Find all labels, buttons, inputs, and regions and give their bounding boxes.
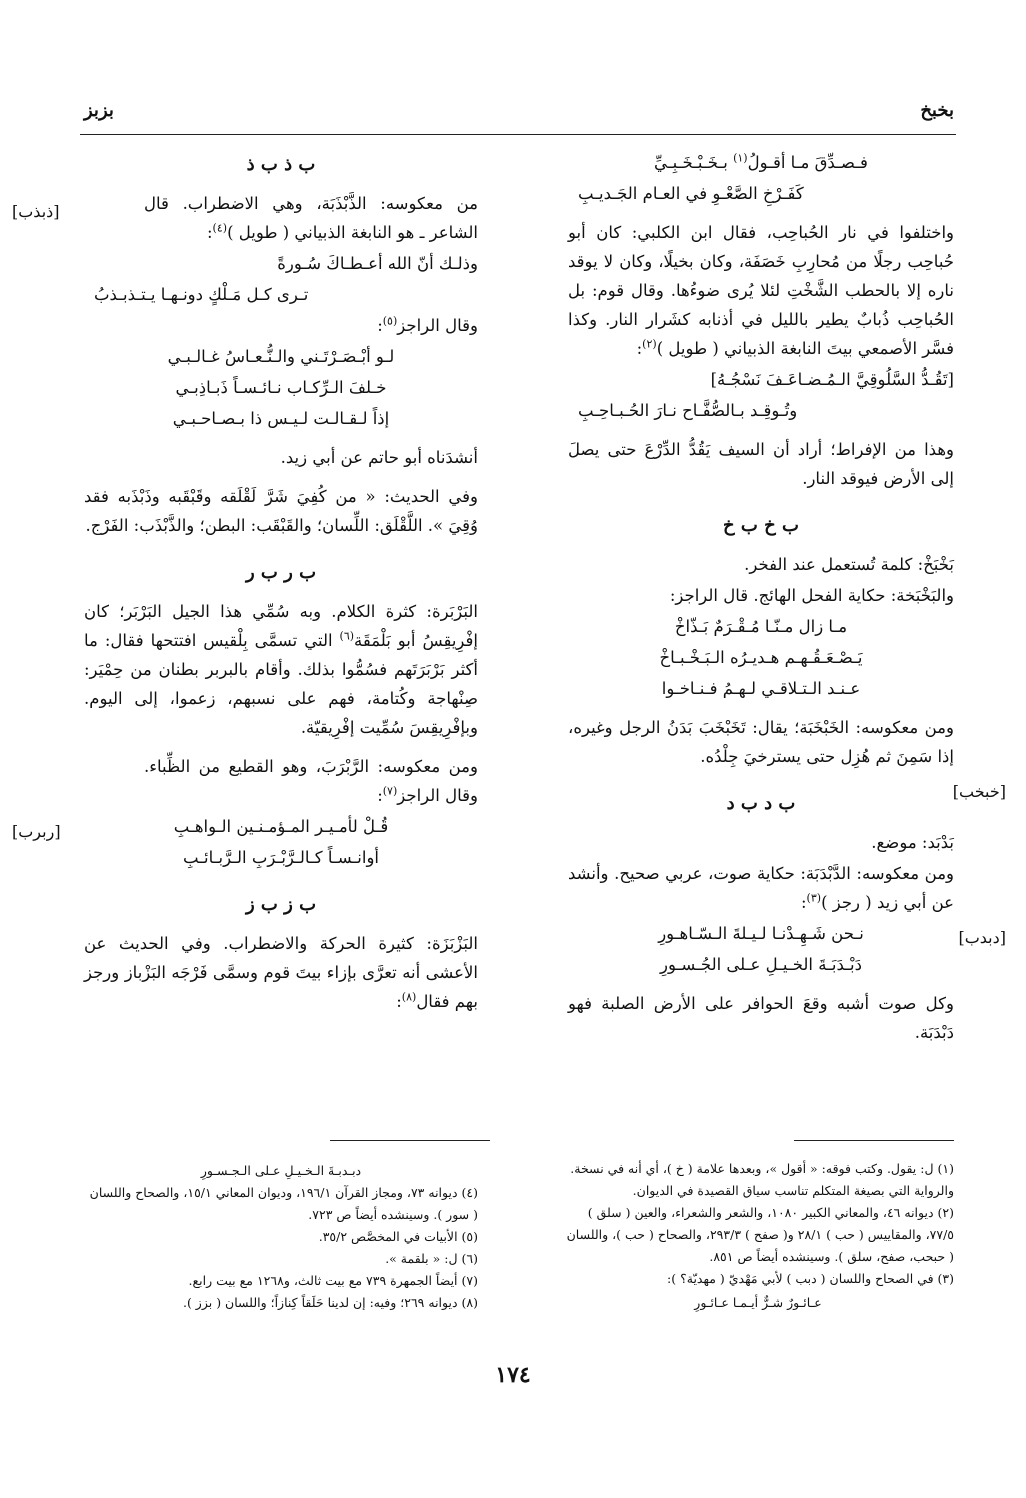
footnote: (٦) ل: « بلقمة ». [385, 1251, 478, 1266]
footnote-verse: دبـدبـةَ الـخـيـلِ عـلى الـجـسـورِ [200, 1163, 362, 1178]
verse-line: أوانـسـاً كـالـرَّبْـرَبِ الـرَّبـائـبِ [182, 848, 379, 867]
entry-heading: ب ذ ب ذ [246, 154, 316, 175]
verse-line: وذلـك أنّ الله أعـطـاكَ سُـورةً [277, 254, 478, 273]
footnote-ref: (٣) [806, 891, 822, 905]
footnotes-left [84, 1158, 478, 1314]
paragraph: وفي الحديث: « من كُفِيَ شَرَّ لَقْلَقه وقَبْقَبه وذَبْذَبه فقد وُقِيَ ». اللَّقْلَق: اللِّسان؛ والقَبْقَب: البطن؛ والذَّبْذَب: الفَرْج. [84, 487, 478, 535]
verse-line: [تَقُـدُّ السَّلُوقِيَّ الـمُـضـاعَـفَ نَسْجُـهُ] [710, 370, 954, 389]
verse-line: كَفَـرْخِ الصَّعْـوِ في العـام الجَـديـبِ [578, 184, 804, 203]
footnote: (١) ل: يقول. وكتب فوقه: « أقول »، وبعدها علامة ( خ )، أي أنه في نسخة. والرواية التي بصيغة المتكلم تناسب سياق القصيدة في الديوان. [570, 1161, 954, 1198]
right-column [568, 146, 954, 1049]
footnote-rule [330, 1140, 490, 1141]
footnote: (٤) ديوانه ٧٣، ومجاز القرآن ١٩٦/١، وديوان المعاني ١٥/١، والصحاح واللسان ( سور ). وسينشده أيضاً ص ٧٢٣. [89, 1185, 478, 1222]
root-sidenote: [ربرب] [12, 822, 61, 841]
footnotes-right [562, 1158, 954, 1314]
verse-line: عـنـد الـتـلاقـي لـهـمُ فـنـاخـوا [661, 679, 861, 698]
root-sidenote: [خبخب] [952, 782, 1006, 801]
paragraph: البَرْبَرة: كثرة الكلام. وبه سُمِّي هذا الجيل البَرْبَر؛ كان إفْرِيقِسُ أبو بَلْمَقَة$^{(٦)}$ التي تسمَّى بِلْقيس افتتحها فقال: ما أكثر بَرْبَرَتَهم فسُمُّوا بذلك. وأقام بالبربر بطنان من حِمْيَر: صِنْهاجة وكُتامة، فهم على نسبهم، زعموا، إلى اليوم. وبإفْرِيقِسَ سُمِّيت إفْرِيقيّة. [84, 602, 478, 737]
paragraph: البَزْبَزَة: كثيرة الحركة والاضطراب. وفي الحديث عن الأعشى أنه تعرَّى بإزاء بيتَ قوم وسمَّى فَرْجَه البَزْباز ورجز بهم فقال$^{(٨)}$: [84, 934, 478, 1011]
entry-heading: ب ز ب ز [245, 894, 317, 915]
paragraph: وكل صوت أشبه وقعَ الحوافر على الأرض الصلبة فهو دَبْدَبَة. [568, 994, 954, 1042]
definition: بَدْبَد: موضع. [871, 833, 954, 852]
verse-line: قُـلْ لأمـيـر المـؤمـنـين الـواهـبِ [173, 817, 389, 836]
left-column [84, 146, 478, 1018]
footnote: (٥) الأبيات في المخصَّص ٣٥/٢. [318, 1229, 478, 1244]
footnote-ref: (٥) [382, 314, 398, 328]
page-number: ١٧٤ [495, 1362, 531, 1388]
verse-line: لـو أبْـصَـرْتَـني والـنُّـعـاسُ غـالـبـي [167, 347, 395, 366]
footnote: (٢) ديوانه ٤٦، والمعاني الكبير ١٠٨٠، والشعر والشعراء، والعين ( سلق ) ٧٧/٥، والمقاييس ( حب ) ٢٨/١ و( صفح ) ٢٩٣/٣، والصحاح ( حب )، واللسان ( حبحب، صفح، سلق ). وسينشده أيضاً ص ٨٥١. [566, 1205, 954, 1264]
footnote-ref: (٤) [212, 221, 228, 235]
footnote-ref: (١) [733, 151, 748, 165]
verse-line: فـصـدِّقَ مـا أقـولُ$^{(١)}$ بـخَـبْـخَـبِـيِّ [654, 151, 868, 172]
paragraph: ومن معكوسه: الخَبْخَبَة؛ يقال: تَخَبْخَبَ بَدَنُ الرجل وغيره، إذا سَمِنَ ثم هُزِل حتى يسترخيَ جِلْدُه. [568, 718, 954, 766]
running-head-left: بزبز [84, 100, 114, 121]
footnote: (٧) أيضاً الجمهرة ٧٣٩ مع بيت ثالث، و١٢٦٨ مع بيت رابع. [188, 1273, 478, 1288]
verse-line: تـرى كـل مَـلْكٍ دونـهـا يـتـذبـذبُ [94, 285, 309, 304]
verse-line: دَبْـدَبَـةَ الخـيـلِ عـلى الجُـسـورِ [660, 955, 862, 974]
footnote-verse: عـائـورٌ شـرٌّ أيـمـا عـائـورِ [694, 1295, 822, 1310]
root-sidenote: [ذبذب] [12, 202, 60, 221]
entry-heading: ب خ ب خ [723, 515, 799, 536]
paragraph: ومن معكوسه: الرَّبْرَبَ، وهو القطيع من الظِّباء. وقال الراجز$^{(٧)}$: [144, 757, 478, 805]
paragraph: وهذا من الإفراط؛ أراد أن السيف يَقُدُّ الدِّرْعَ حتى يصلَ إلى الأرض فيوقد النار. [568, 440, 954, 488]
verse-line: يَـصْـعَـقُـهـم هـديـرُه الـبَـخْـبـاخْ [659, 648, 863, 667]
entry-heading: ب ر ب ر [245, 562, 317, 583]
header-rule [80, 134, 956, 135]
paragraph: أنشدَناه أبو حاتم عن أبي زيد. [280, 448, 478, 467]
footnote: (٣) في الصحاح واللسان ( دبب ) لأبي مَهْديّ ( مهديّة؟ ): [667, 1271, 954, 1286]
root-sidenote: [دبدب] [958, 928, 1006, 947]
verse-line: مـا زال مـنّـا مُـقْـرَمٌ بَـذّاخْ [674, 617, 848, 636]
entry-heading: ب د ب د [726, 793, 796, 814]
verse-line: نـحن شَـهِـدْنـا لـيـلةَ الـسّـاهـورِ [658, 924, 864, 943]
paragraph: وقال الراجز$^{(٥)}$: [377, 314, 478, 335]
footnote-ref: (٨) [401, 990, 417, 1004]
definition: والبَخْبَخة: حكاية الفحل الهائج. قال الراجز: [669, 586, 954, 605]
footnote-rule [794, 1140, 954, 1141]
verse-line: خـلفَ الـرِّكـاب نـائـسـاً ذَبـاذِبـي [175, 378, 387, 397]
footnote-ref: (٢) [642, 337, 657, 351]
verse-line: إذاً لـقـالـت لـيـس ذا بـصـاحـبـي [172, 409, 390, 428]
footnote-ref: (٦) [339, 629, 355, 643]
verse-line: وتُـوقِـد بـالصُّفَّـاح نـارَ الحُـبـاحِـبِ [578, 401, 798, 420]
paragraph: من معكوسه: الذَّبْذَبَة، وهي الاضطراب. قال الشاعر ـ هو النابغة الذبياني ( طويل )$^{(٤)}$: [144, 194, 478, 242]
paragraph: ومن معكوسه: الدَّبْدَبَة: حكاية صوت، عربي صحيح. وأنشد عن أبي زيد ( رجز )$^{(٣)}$: [568, 864, 954, 912]
definition: بَخْبَخْ: كلمة تُستعمل عند الفخر. [744, 555, 954, 574]
paragraph: واختلفوا في نار الحُباحِب، فقال ابن الكلبي: كان أبو حُباحِب رجلًا من مُحارِبِ خَصَفَة، وكان بخيلًا، وكان لا يوقد ناره إلا بالحطب الشَّخْتِ لئلا يُرى ضوءُها. وقال قوم: بل الحُباحِب ذُبابٌ يطير بالليل في أذنابه كشَرار النار. وكذا فسَّر الأصمعي بيتَ النابغة الذبياني ( طويل )$^{(٢)}$: [568, 223, 954, 358]
footnote: (٨) ديوانه ٢٦٩؛ وفيه: إن لدينا حَلَقاً كِنازاً؛ واللسان ( بزز ). [182, 1295, 478, 1310]
footnote-ref: (٧) [382, 784, 398, 798]
running-head-right: بخبخ [920, 100, 954, 121]
